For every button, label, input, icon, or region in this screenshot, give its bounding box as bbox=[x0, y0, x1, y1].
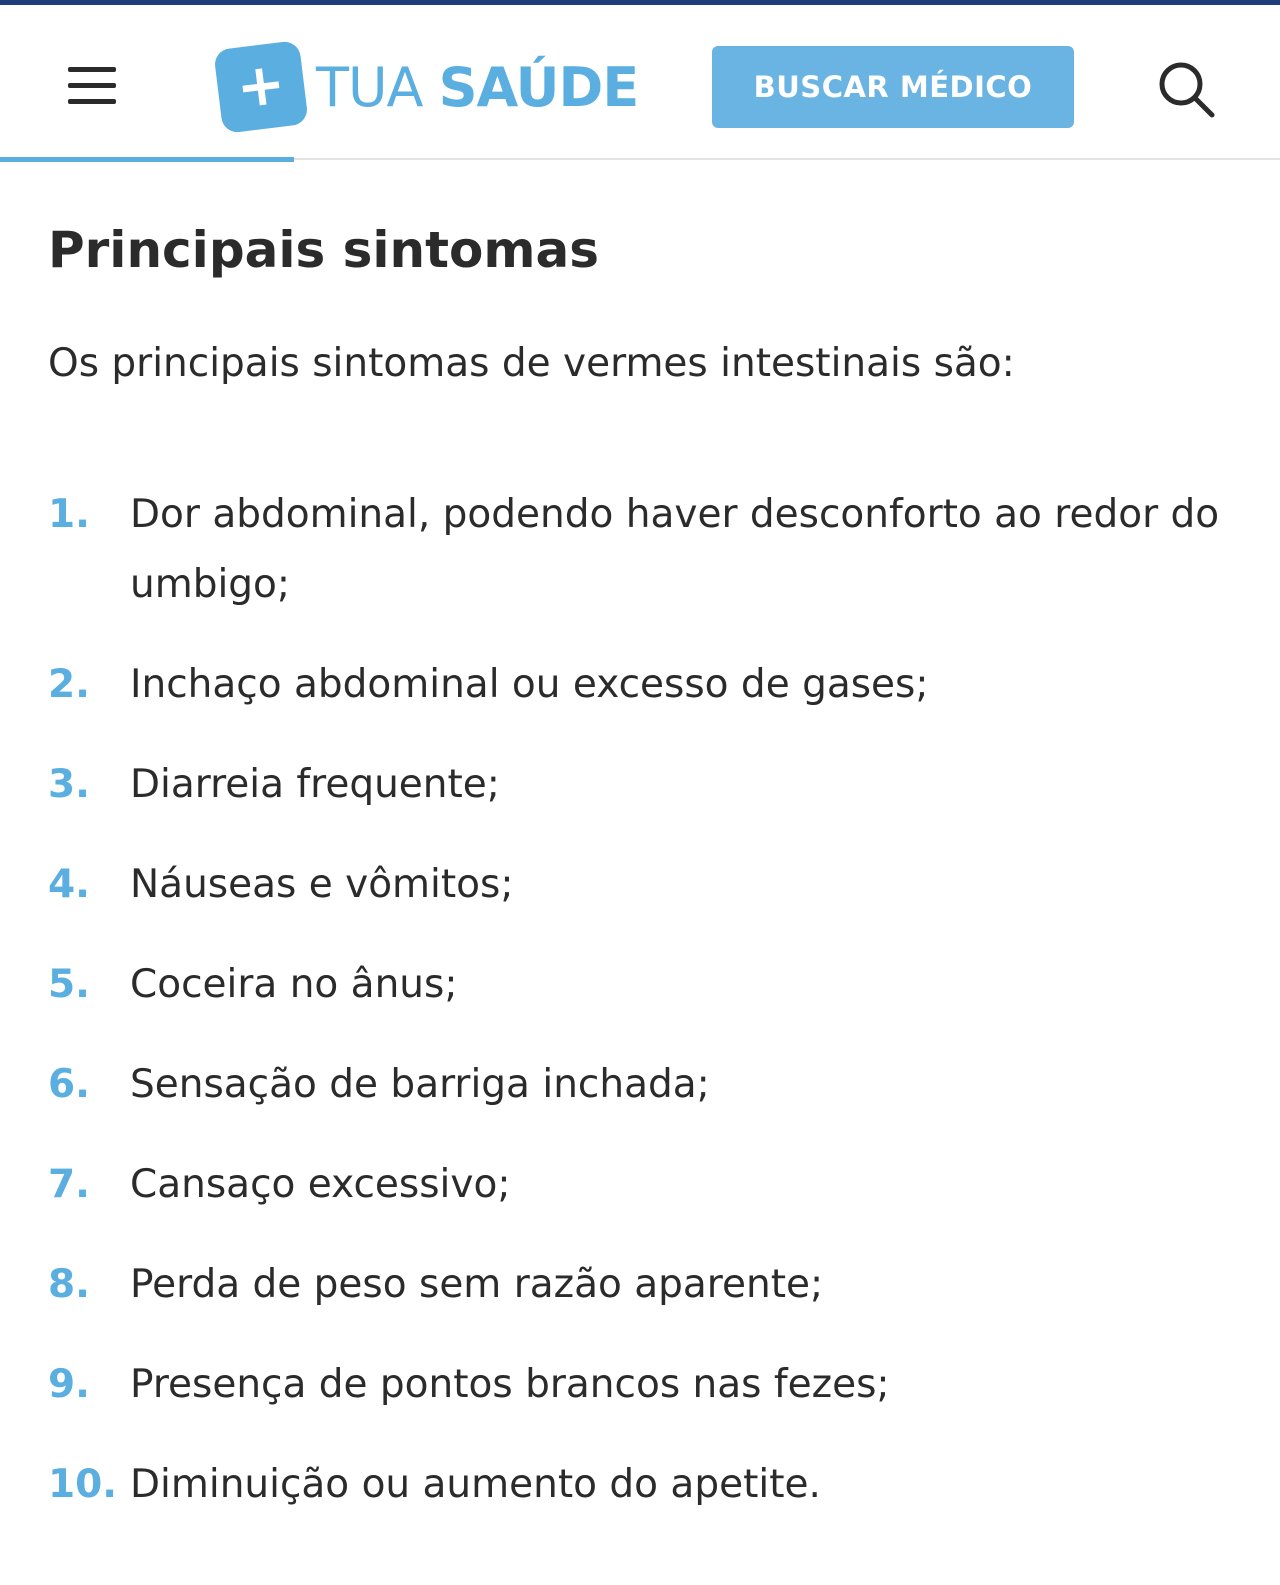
reading-progress-bar bbox=[0, 157, 294, 162]
intro-paragraph: Os principais sintomas de vermes intestinais são: bbox=[48, 341, 1015, 386]
symptom-text: Perda de peso sem razão aparente; bbox=[130, 1262, 824, 1307]
symptom-text: Presença de pontos brancos nas fezes; bbox=[130, 1362, 890, 1407]
menu-icon-bar bbox=[68, 83, 116, 88]
symptom-text: Náuseas e vômitos; bbox=[130, 862, 514, 907]
search-button[interactable] bbox=[1156, 59, 1216, 119]
symptom-number: 6. bbox=[48, 1062, 90, 1107]
symptom-number: 10. bbox=[48, 1462, 118, 1507]
symptom-item bbox=[48, 1150, 1238, 1220]
symptom-item bbox=[48, 1250, 1238, 1320]
site-logo[interactable] bbox=[218, 41, 638, 133]
logo-wordmark bbox=[316, 56, 638, 119]
symptom-item bbox=[48, 1350, 1238, 1420]
symptom-text: Diminuição ou aumento do apetite. bbox=[130, 1462, 821, 1507]
section-title: Principais sintomas bbox=[48, 221, 600, 279]
symptom-item bbox=[48, 750, 1238, 820]
logo-badge bbox=[213, 40, 309, 134]
symptom-number: 5. bbox=[48, 962, 90, 1007]
site-header bbox=[0, 5, 1280, 160]
symptom-text: Cansaço excessivo; bbox=[130, 1162, 511, 1207]
symptom-text: Sensação de barriga inchada; bbox=[130, 1062, 710, 1107]
symptom-number: 9. bbox=[48, 1362, 90, 1407]
menu-button[interactable] bbox=[62, 59, 122, 115]
symptom-item bbox=[48, 480, 1238, 620]
symptom-item bbox=[48, 850, 1238, 920]
symptom-number: 2. bbox=[48, 662, 90, 707]
symptom-text: Diarreia frequente; bbox=[130, 762, 500, 807]
find-doctor-button[interactable]: BUSCAR MÉDICO bbox=[712, 46, 1074, 128]
symptom-text: Coceira no ânus; bbox=[130, 962, 458, 1007]
symptom-list bbox=[48, 480, 1238, 1550]
symptom-number: 4. bbox=[48, 862, 90, 907]
logo-word-saude: SAÚDE bbox=[438, 55, 639, 119]
symptom-number: 7. bbox=[48, 1162, 90, 1207]
symptom-item bbox=[48, 1050, 1238, 1120]
symptom-text: Dor abdominal, podendo haver desconforto ao redor do umbigo; bbox=[130, 492, 1220, 607]
symptom-item bbox=[48, 650, 1238, 720]
menu-icon-bar bbox=[68, 99, 116, 104]
symptom-number: 1. bbox=[48, 492, 90, 537]
symptom-item bbox=[48, 1450, 1238, 1520]
logo-word-tua: TUA bbox=[316, 55, 423, 119]
symptom-item bbox=[48, 950, 1238, 1020]
symptom-number: 3. bbox=[48, 762, 90, 807]
plus-icon: + bbox=[232, 48, 290, 122]
symptom-number: 8. bbox=[48, 1262, 90, 1307]
menu-icon-bar bbox=[68, 67, 116, 72]
search-icon bbox=[1156, 59, 1216, 119]
symptom-text: Inchaço abdominal ou excesso de gases; bbox=[130, 662, 929, 707]
